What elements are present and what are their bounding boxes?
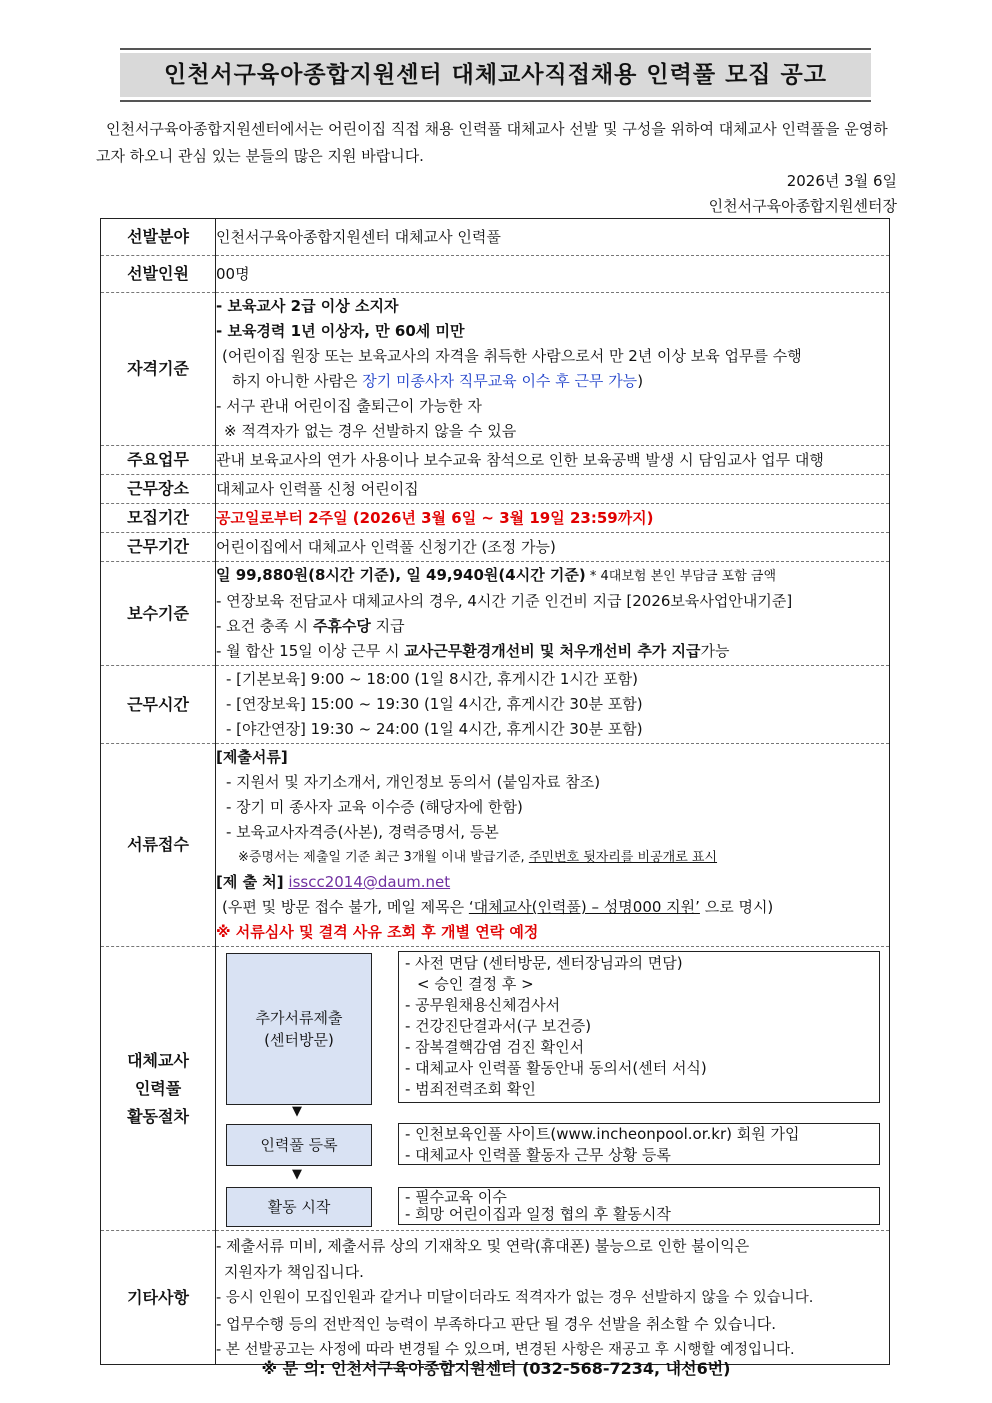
- hours-line-1: - [기본보육] 9:00 ~ 18:00 (1일 8시간, 휴게시간 1시간 포함): [226, 670, 638, 688]
- pay-line-1-b: * 4대보험 본인 부담금 포함 금액: [585, 569, 777, 584]
- step-register-title: 인력풀 등록: [260, 1136, 338, 1154]
- step-documents-title: 추가서류제출: [255, 1009, 343, 1027]
- row-period: [101, 504, 890, 533]
- label-process-2: 인력풀: [134, 1078, 182, 1098]
- qual-line-4-b: 장기 미종사자 직무교육 이수 후 근무 가능: [362, 372, 638, 390]
- pay-line-2: - 연장보육 전담교사 대체교사의 경우, 4시간 기준 인건비 지급 [2026보육사업안내기준]: [216, 592, 793, 610]
- title-frame: [120, 48, 871, 102]
- pay-line-3-a: - 요건 충족 시: [216, 617, 313, 635]
- label-hours: 근무시간: [101, 666, 216, 744]
- docs-line-5-c: 으로 명시): [699, 898, 774, 916]
- step-documents-box: [226, 953, 372, 1105]
- step3-item-1: - 필수교육 이수: [405, 1188, 507, 1206]
- value-process: [216, 947, 890, 1231]
- pay-line-1: [216, 563, 889, 589]
- label-place: 근무장소: [101, 475, 216, 504]
- step1-item-6: - 대체교사 인력풀 활동안내 동의서(센터 서식): [405, 1059, 707, 1077]
- pay-line-3: [216, 614, 889, 639]
- docs-line-3: - 보육교사자격증(사본), 경력증명서, 등본: [226, 823, 499, 841]
- issuer-name: 인천서구육아종합지원센터장: [708, 197, 897, 215]
- row-hours: [101, 666, 890, 744]
- label-term: 근무기간: [101, 533, 216, 562]
- label-count: 선발인원: [101, 256, 216, 293]
- step3-item-2: - 희망 어린이집과 일정 협의 후 활동시작: [405, 1205, 671, 1223]
- label-documents: 서류접수: [101, 744, 216, 947]
- qual-line-5: - 서구 관내 어린이집 출퇴근이 가능한 자: [216, 397, 482, 415]
- label-field: 선발분야: [101, 219, 216, 256]
- pay-line-1-a: 일 99,880원(8시간 기준), 일 49,940원(4시간 기준): [216, 566, 586, 584]
- qual-line-4: [216, 369, 889, 394]
- step1-item-2: < 승인 결정 후 >: [417, 975, 534, 993]
- step-documents-sub: (센터방문): [264, 1031, 334, 1049]
- docs-submit-line: [216, 870, 889, 895]
- step-register-box: [226, 1124, 372, 1166]
- process-diagram: [216, 947, 889, 1230]
- docs-line-1: - 지원서 및 자기소개서, 개인정보 동의서 (붙임자료 참조): [226, 773, 601, 791]
- label-process: [101, 947, 216, 1231]
- row-etc: [101, 1231, 890, 1365]
- value-hours: [216, 666, 890, 744]
- arrow-down-icon: ▼: [292, 1167, 302, 1182]
- docs-line-4: [216, 845, 889, 870]
- step-register-details: [398, 1123, 880, 1165]
- etc-line-3: - 응시 인원이 모집인원과 같거나 미달이더라도 적격자가 없는 경우 선발하지 않을 수 있습니다.: [216, 1289, 814, 1306]
- row-duty: [101, 446, 890, 475]
- label-duty: 주요업무: [101, 446, 216, 475]
- etc-line-1: - 제출서류 미비, 제출서류 상의 기재착오 및 연락(휴대폰) 불능으로 인한 불이익은: [216, 1236, 750, 1255]
- arrow-down-icon: ▼: [292, 1104, 302, 1119]
- docs-line-4-a: ※증명서는 제출일 기준 최근 3개월 이내 발급기준,: [238, 850, 529, 865]
- qual-line-1: - 보육교사 2급 이상 소지자: [216, 297, 399, 315]
- pay-line-4: [216, 639, 889, 664]
- row-place: [101, 475, 890, 504]
- row-process: [101, 947, 890, 1231]
- step-start-box: [226, 1187, 372, 1227]
- docs-line-6: ※ 서류심사 및 결격 사유 조회 후 개별 연락 예정: [216, 923, 539, 941]
- label-etc: 기타사항: [101, 1231, 216, 1365]
- row-pay: [101, 562, 890, 666]
- qual-line-4-a: 하지 아니한 사람은: [232, 372, 363, 390]
- pay-line-4-b: 교사근무환경개선비 및 처우개선비 추가 지급: [404, 642, 701, 660]
- pay-line-4-a: - 월 합산 15일 이상 근무 시: [216, 642, 405, 660]
- hours-line-2: - [연장보육] 15:00 ~ 19:30 (1일 4시간, 휴게시간 30분 포함): [226, 695, 643, 713]
- row-count: [101, 256, 890, 293]
- label-period: 모집기간: [101, 504, 216, 533]
- value-etc: [216, 1231, 890, 1365]
- notice-date: 2026년 3월 6일: [786, 172, 897, 190]
- docs-line-2: - 장기 미 종사자 교육 이수증 (해당자에 한함): [226, 798, 523, 816]
- docs-line-4-b: 주민번호 뒷자리를 비공개로 표시: [528, 850, 718, 865]
- step-documents-details: [398, 951, 880, 1103]
- label-pay: 보수기준: [101, 562, 216, 666]
- page-title: 인천서구육아종합지원센터 대체교사직접채용 인력풀 모집 공고: [120, 53, 871, 97]
- value-qualification: [216, 293, 890, 446]
- qual-line-2: - 보육경력 1년 이상자, 만 60세 미만: [216, 322, 465, 340]
- docs-line-5: [216, 895, 889, 920]
- value-place: 대체교사 인력풀 신청 어린이집: [216, 475, 890, 504]
- etc-line-2: 지원자가 책임집니다.: [224, 1262, 364, 1281]
- value-period: 공고일로부터 2주일 (2026년 3월 6일 ~ 3월 19일 23:59까지): [216, 504, 890, 533]
- docs-line-5-a: (우편 및 방문 접수 불가, 메일 제목은: [222, 898, 469, 916]
- label-qualification: 자격기준: [101, 293, 216, 446]
- docs-heading-2: [제 출 처]: [216, 873, 284, 891]
- qual-line-3: (어린이집 원장 또는 보육교사의 자격을 취득한 사람으로서 만 2년 이상 보육 업무를 수행: [222, 347, 802, 365]
- pay-line-4-c: 가능: [700, 642, 730, 660]
- value-duty: 관내 보육교사의 연가 사용이나 보수교육 참석으로 인한 보육공백 발생 시 담임교사 업무 대행: [216, 446, 890, 475]
- row-qualification: [101, 293, 890, 446]
- step1-item-1: - 사전 면담 (센터방문, 센터장님과의 면담): [405, 954, 683, 972]
- etc-line-4: - 업무수행 등의 전반적인 능력이 부족하다고 판단 될 경우 선발을 취소할 수 있습니다.: [216, 1314, 777, 1333]
- step1-item-7: - 범죄전력조회 확인: [405, 1080, 536, 1098]
- intro-text: 인천서구육아종합지원센터에서는 어린이집 직접 채용 인력풀 대체교사 선발 및 구성을 위하여 대체교사 인력풀을 운영하고자 하오니 관심 있는 분들의 많은 지원 바랍니다.: [96, 120, 888, 165]
- row-field: [101, 219, 890, 256]
- value-count: 00명: [216, 256, 890, 293]
- label-process-1: 대체교사: [127, 1050, 189, 1070]
- contact-footer: ※ 문 의: 인천서구육아종합지원센터 (032-568-7234, 내선6번): [261, 1359, 731, 1378]
- step-start-title: 활동 시작: [267, 1198, 331, 1216]
- step2-item-1: - 인천보육인풀 사이트(www.incheonpool.or.kr) 회원 가입: [405, 1125, 800, 1143]
- row-documents: [101, 744, 890, 947]
- email-link[interactable]: isscc2014@daum.net: [288, 873, 451, 891]
- value-documents: [216, 744, 890, 947]
- row-term: [101, 533, 890, 562]
- pay-line-3-c: 지급: [370, 617, 405, 635]
- etc-line-5: - 본 선발공고는 사정에 따라 변경될 수 있으며, 변경된 사항은 재공고 후 시행할 예정입니다.: [216, 1341, 795, 1358]
- step1-item-4: - 건강진단결과서(구 보건증): [405, 1017, 592, 1035]
- value-field: 인천서구육아종합지원센터 대체교사 인력풀: [216, 219, 890, 256]
- pay-line-3-b: 주휴수당: [312, 617, 371, 635]
- step-start-details: [398, 1187, 880, 1225]
- step1-item-5: - 잠복결핵감염 검진 확인서: [405, 1038, 585, 1056]
- value-term: 어린이집에서 대체교사 인력풀 신청기간 (조정 가능): [216, 533, 890, 562]
- notice-table: [100, 218, 890, 1365]
- qual-line-6: ※ 적격자가 없는 경우 선발하지 않을 수 있음: [224, 422, 517, 440]
- label-process-3: 활동절차: [127, 1106, 189, 1126]
- docs-line-5-b: ‘대체교사(인력풀) – 성명000 지원’: [468, 898, 700, 916]
- step2-item-2: - 대체교사 인력풀 활동자 근무 상황 등록: [405, 1146, 671, 1164]
- hours-line-3: - [야간연장] 19:30 ~ 24:00 (1일 4시간, 휴게시간 30분 포함): [226, 720, 643, 738]
- value-pay: [216, 562, 890, 666]
- qual-line-4-c: ): [637, 372, 644, 390]
- docs-heading-1: [제출서류]: [216, 748, 288, 766]
- step1-item-3: - 공무원채용신체검사서: [405, 996, 561, 1014]
